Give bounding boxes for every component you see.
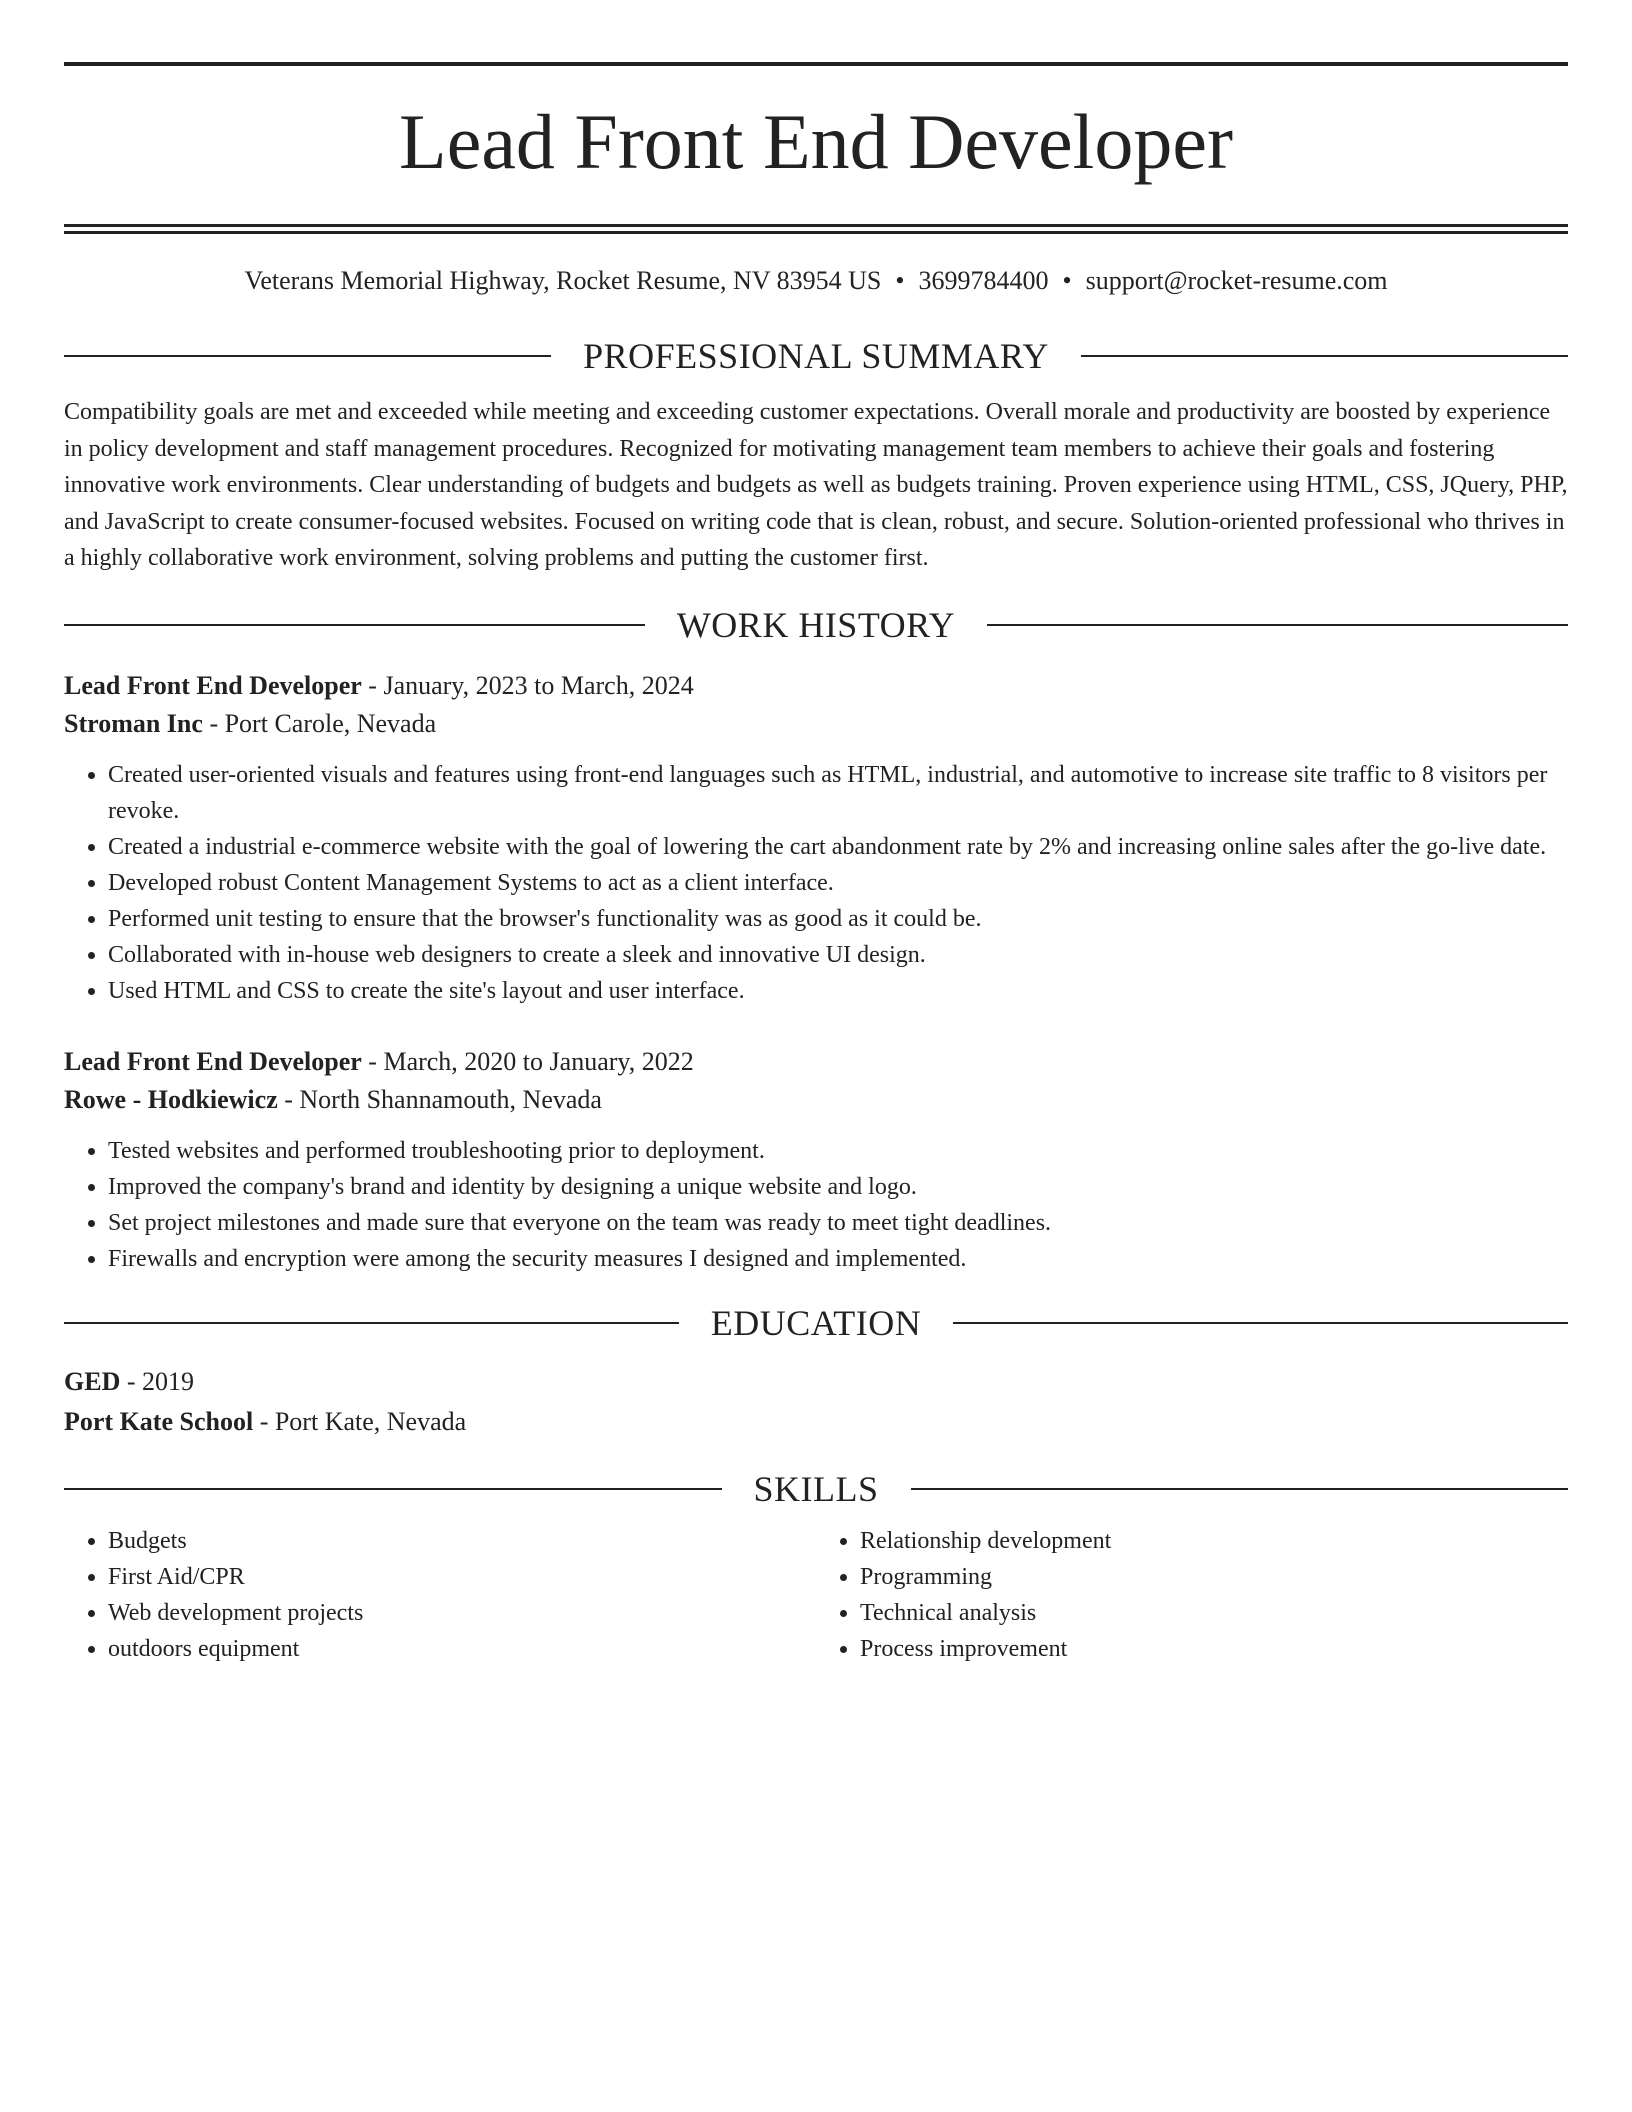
job-company-line xyxy=(64,705,1568,743)
section-heading-work-history xyxy=(64,603,1568,647)
education-school-line xyxy=(64,1403,1568,1441)
section-heading-skills xyxy=(64,1467,1568,1511)
contact-line xyxy=(64,264,1568,298)
job-dates: - January, 2023 to March, 2024 xyxy=(361,670,694,700)
skill-item: • outdoors equipment xyxy=(108,1631,816,1667)
job-company-line xyxy=(64,1081,1568,1119)
heading-rule-left xyxy=(64,624,645,626)
skills-list-left xyxy=(64,1523,816,1667)
skill-item: • Web development projects xyxy=(108,1595,816,1631)
header-double-rule xyxy=(64,224,1568,234)
education-location: - Port Kate, Nevada xyxy=(253,1406,467,1436)
section-heading-label: PROFESSIONAL SUMMARY xyxy=(583,336,1049,376)
heading-rule-right xyxy=(1081,355,1568,357)
job-bullet: • Improved the company's brand and identity by designing a unique website and logo. xyxy=(108,1169,1568,1205)
contact-phone: 3699784400 xyxy=(918,266,1049,295)
skill-item: • Process improvement xyxy=(860,1631,1568,1667)
resume-title: Lead Front End Developer xyxy=(399,98,1233,185)
section-heading-summary xyxy=(64,334,1568,378)
skills-list-right xyxy=(816,1523,1568,1667)
skill-item: • Programming xyxy=(860,1559,1568,1595)
job-bullet: • Performed unit testing to ensure that the browser's functionality was as good as it could be. xyxy=(108,901,1568,937)
section-heading-label: SKILLS xyxy=(753,1468,879,1509)
education-entry xyxy=(64,1363,1568,1441)
job-bullet: • Firewalls and encryption were among the security measures I designed and implemented. xyxy=(108,1241,1568,1277)
heading-rule-right xyxy=(953,1322,1568,1324)
header-top-rule xyxy=(64,62,1568,66)
education-degree: GED xyxy=(64,1366,121,1396)
education-year: - 2019 xyxy=(120,1366,195,1396)
contact-email: support@rocket-resume.com xyxy=(1085,266,1388,295)
skills-columns xyxy=(64,1523,1568,1667)
job-bullet: • Developed robust Content Management Systems to act as a client interface. xyxy=(108,865,1568,901)
job-bullet: • Set project milestones and made sure that everyone on the team was ready to meet tight deadlines. xyxy=(108,1205,1568,1241)
job-bullet: • Created a industrial e-commerce website with the goal of lowering the cart abandonment rate by 2% and increasing online sales after the go-live date. xyxy=(108,829,1568,865)
section-heading-label: WORK HISTORY xyxy=(676,604,956,645)
job-bullets xyxy=(64,1133,1568,1277)
job-bullet: • Tested websites and performed troubleshooting prior to deployment. xyxy=(108,1133,1568,1169)
job-location: - North Shannamouth, Nevada xyxy=(277,1084,602,1114)
job-bullet: • Used HTML and CSS to create the site's layout and user interface. xyxy=(108,973,1568,1009)
heading-rule-right xyxy=(911,1488,1569,1490)
heading-rule-left xyxy=(64,1488,722,1490)
job-title-line xyxy=(64,1043,1568,1081)
heading-rule-right xyxy=(987,624,1568,626)
job-company: Rowe - Hodkiewicz xyxy=(64,1084,278,1114)
job-entry xyxy=(64,667,1568,1009)
job-company: Stroman Inc xyxy=(64,708,203,738)
job-title: Lead Front End Developer xyxy=(64,1046,362,1076)
section-heading-education xyxy=(64,1301,1568,1345)
skill-item: • Technical analysis xyxy=(860,1595,1568,1631)
job-dates: - March, 2020 to January, 2022 xyxy=(361,1046,694,1076)
education-degree-line xyxy=(64,1363,1568,1401)
section-heading-label: EDUCATION xyxy=(710,1302,922,1343)
job-title: Lead Front End Developer xyxy=(64,670,362,700)
contact-separator: • xyxy=(895,266,905,295)
job-bullet: • Collaborated with in-house web designers to create a sleek and innovative UI design. xyxy=(108,937,1568,973)
job-bullet: • Created user-oriented visuals and features using front-end languages such as HTML, industrial, and automotive to increase site traffic to 8 visitors per revoke. xyxy=(108,757,1568,829)
contact-address: Veterans Memorial Highway, Rocket Resume, NV 83954 US xyxy=(244,266,882,295)
heading-rule-left xyxy=(64,1322,679,1324)
contact-separator: • xyxy=(1062,266,1072,295)
skill-item: • Relationship development xyxy=(860,1523,1568,1559)
job-bullets xyxy=(64,757,1568,1009)
skill-item: • Budgets xyxy=(108,1523,816,1559)
heading-rule-left xyxy=(64,355,551,357)
job-location: - Port Carole, Nevada xyxy=(202,708,437,738)
resume-page xyxy=(64,0,1568,1667)
job-title-line xyxy=(64,667,1568,705)
skill-item: • First Aid/CPR xyxy=(108,1559,816,1595)
job-entry xyxy=(64,1043,1568,1277)
education-school: Port Kate School xyxy=(64,1406,254,1436)
summary-text: Compatibility goals are met and exceeded while meeting and exceeding customer expectations. Overall morale and productivity are boosted by experience in policy development and staff management procedures. Recognized for motivating management team members to achieve their goals and fostering innovative work environments. Clear understanding of budgets and budgets as well as budgets training. Proven experience using HTML, CSS, JQuery, PHP, and JavaScript to create consumer-focused websites. Focused on writing code that is clean, robust, and secure. Solution-oriented professional who thrives in a highly collaborative work environment, solving problems and putting the customer first. xyxy=(64,399,1568,571)
